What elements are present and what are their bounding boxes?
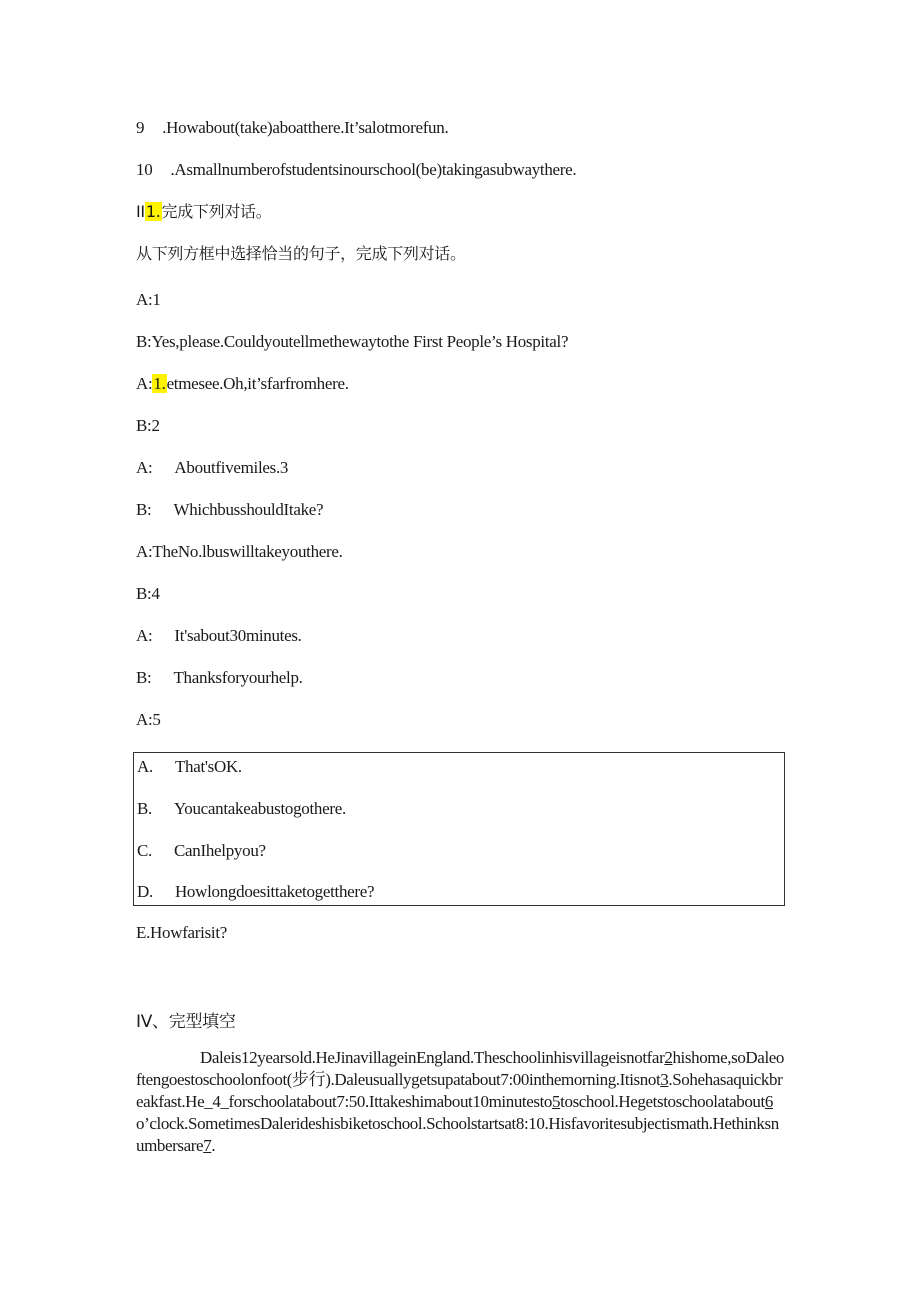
- passage-text: .Sohehasaquickbreakfast.He: [136, 1070, 783, 1111]
- dialogue-line: [136, 332, 568, 352]
- highlight-mark: 1.: [153, 374, 166, 393]
- dialogue-line: [136, 668, 303, 688]
- passage-text: o’clock.SometimesDalerideshisbiketoschool.Schoolstartsat8:10.Hisfavoritesubjectismath.Hethinksnumbersare: [136, 1114, 779, 1155]
- cloze-passage: [136, 1047, 786, 1157]
- dialogue-line: [136, 584, 160, 604]
- passage-text: toschool.Hegetstoschoolatabout: [560, 1092, 765, 1111]
- blank-5: 5: [552, 1092, 561, 1111]
- option-b: [137, 799, 346, 819]
- blank-7: 7: [203, 1136, 212, 1155]
- dialogue-text: A:TheNo.lbuswilltakeyouthere.: [136, 542, 343, 561]
- question-text: .Howabout(take)aboatthere.It’salotmorefun.: [162, 118, 449, 137]
- option-a: [137, 757, 242, 777]
- question-number: 10: [136, 160, 153, 179]
- dialogue-line: [136, 374, 349, 394]
- option-letter: B.: [137, 799, 152, 818]
- dialogue-line: [136, 626, 302, 646]
- instruction-text: 从下列方框中选择恰当的句子，完成下列对话。: [136, 244, 466, 263]
- passage-text: forschoolatabout7:50.Ittakeshimabout10minutesto: [228, 1092, 553, 1111]
- option-e: E.Howfarisit?: [136, 923, 227, 942]
- dialogue-text: B:Yes,please.Couldyoutellmethewaytothe First People’s Hospital?: [136, 332, 569, 351]
- dialogue-line: [136, 416, 160, 436]
- dialogue-text: It'sabout30minutes.: [174, 626, 302, 645]
- section-3-heading: [136, 202, 271, 222]
- question-9: [136, 118, 448, 138]
- dialogue-line: [136, 458, 288, 478]
- passage-text: .: [211, 1136, 216, 1155]
- option-d: [137, 882, 374, 902]
- dialogue-text: B:4: [136, 584, 160, 603]
- blank-6: 6: [764, 1092, 773, 1111]
- dialogue-text: WhichbusshouldItake?: [173, 500, 324, 519]
- dialogue-speaker: B:: [136, 668, 152, 687]
- question-number: 9: [136, 118, 145, 137]
- section-4-heading: IV、完型填空: [136, 1012, 236, 1032]
- option-letter: D.: [137, 882, 153, 901]
- blank-4: _4_: [204, 1092, 229, 1111]
- dialogue-text: A:5: [136, 710, 161, 729]
- passage-text: hishome,soDaleoftengoestoschoolonfoot(步行).Daleusuallygetsupatabout7:00inthemorning.Itisnot: [136, 1048, 785, 1089]
- options-box: [133, 752, 785, 906]
- dialogue-line: [136, 290, 161, 310]
- option-letter: A.: [137, 757, 153, 776]
- question-10: [136, 160, 576, 180]
- dialogue-text: A:1: [136, 290, 161, 309]
- highlight-mark: 1.: [145, 202, 161, 221]
- dialogue-line: [136, 710, 161, 730]
- option-text: Howlongdoesittaketogetthere?: [174, 882, 375, 901]
- blank-3: 3: [660, 1070, 669, 1089]
- dialogue-text: B:2: [136, 416, 160, 435]
- dialogue-line: [136, 500, 323, 520]
- dialogue-text: Thanksforyourhelp.: [173, 668, 303, 687]
- option-text: Youcantakeabustogothere.: [174, 799, 346, 818]
- dialogue-speaker: A:: [136, 374, 153, 393]
- option-letter: C.: [137, 841, 152, 860]
- option-c: [137, 841, 266, 861]
- dialogue-line: [136, 542, 343, 562]
- section-title: 完成下列对话。: [161, 202, 272, 221]
- dialogue-text: Aboutfivemiles.3: [174, 458, 289, 477]
- blank-2: 2: [664, 1048, 673, 1067]
- option-text: CanIhelpyou?: [174, 841, 266, 860]
- section-prefix: II: [136, 202, 145, 221]
- passage-text: Daleis12yearsold.HeJinavillageinEngland.Theschoolinhisvillageisnotfar: [200, 1048, 665, 1067]
- dialogue-speaker: B:: [136, 500, 152, 519]
- question-text: .Asmallnumberofstudentsinourschool(be)takingasubwaythere.: [170, 160, 577, 179]
- option-text: That'sOK.: [174, 757, 242, 776]
- dialogue-speaker: A:: [136, 626, 153, 645]
- dialogue-speaker: A:: [136, 458, 153, 477]
- dialogue-text: etmesee.Oh,it’sfarfromhere.: [166, 374, 349, 393]
